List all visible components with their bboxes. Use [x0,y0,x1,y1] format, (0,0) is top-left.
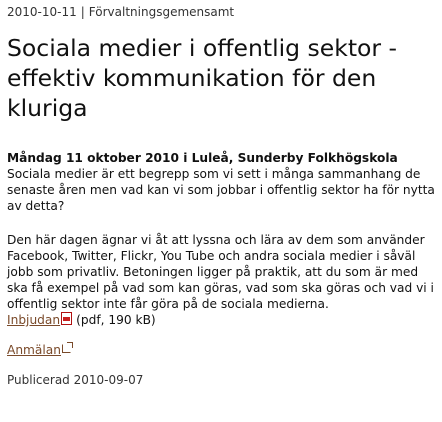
event-details: Måndag 11 oktober 2010 i Luleå, Sunderby Folkhögskola [7,151,398,165]
article-title: Sociala medier i offentlig sektor - effektiv kommunikation för den kluriga [7,34,398,122]
signup-link[interactable]: Anmälan [7,343,61,357]
attachment-info: (pdf, 190 kB) [76,313,156,327]
external-link-icon [62,344,71,353]
attachment-row [7,312,156,328]
article-meta [7,5,234,20]
invitation-link[interactable]: Inbjudan [7,313,61,327]
pdf-icon [61,312,72,325]
body-paragraph: Den här dagen ägnar vi åt att lyssna och lära av dem som använder Facebook, Twitter, Flickr, You Tube och andra sociala medier i såväl jobb som privatliv. Betoningen ligger på praktik, att du som är med ska få exempel på vad som kan göras, vad som ska göras och vad vi i offentlig sektor inte får göra på de sociala medierna. [7,233,434,311]
article-date: 2010-10-11 [7,5,77,19]
intro-paragraph: Sociala medier är ett begrepp som vi sett i många sammanhang de senaste åren men vad kan vi som jobbar i offentlig sektor ha för nytta av detta? [7,167,435,213]
signup-row [7,342,71,358]
meta-separator: | [80,5,85,19]
article-category: Förvaltningsgemensamt [88,5,235,19]
published-date: Publicerad 2010-09-07 [7,373,144,387]
